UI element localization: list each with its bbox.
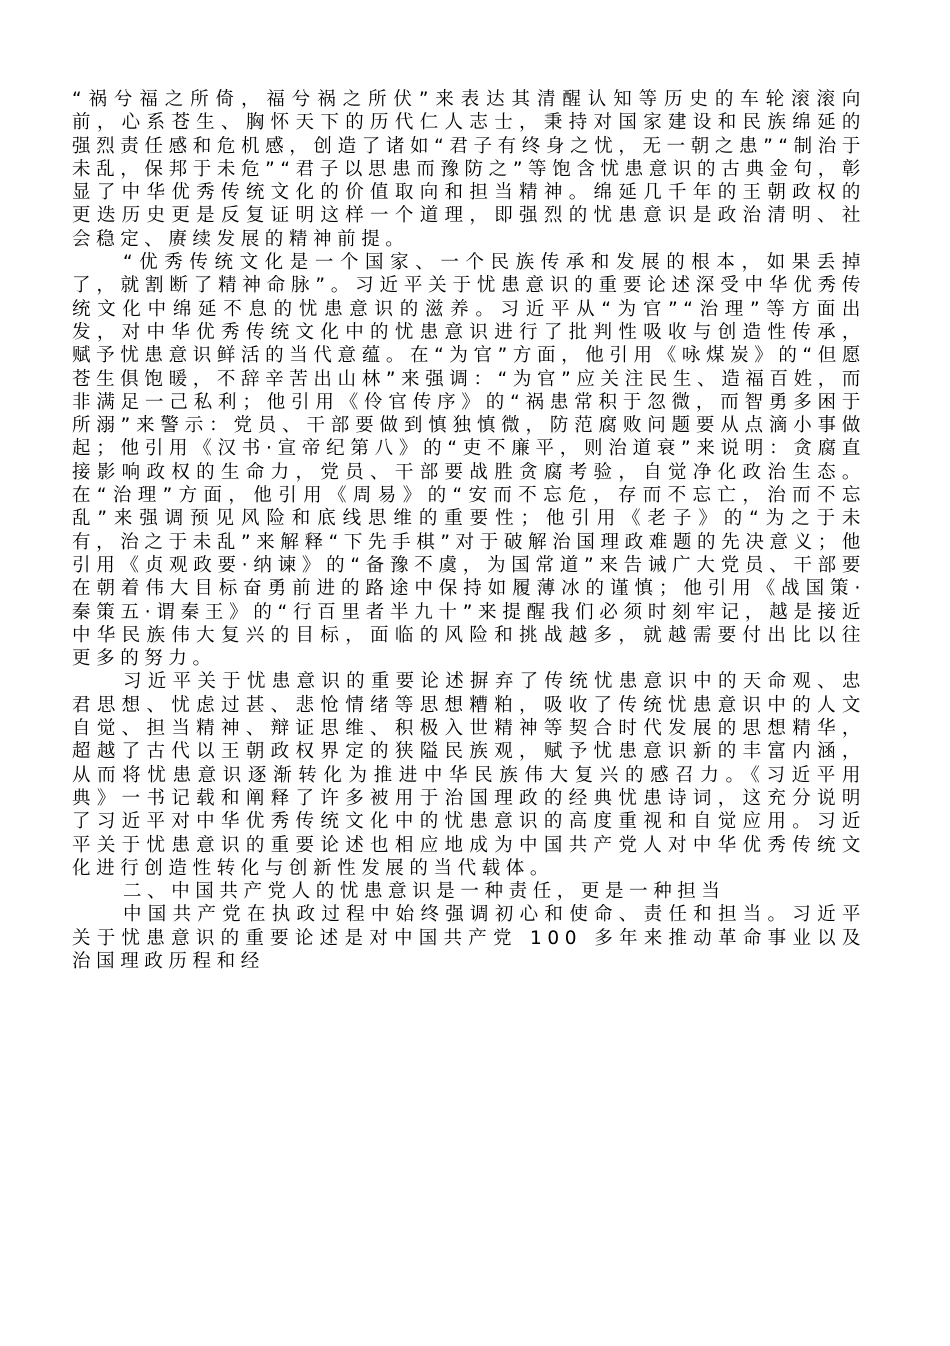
paragraph-4: 中国共产党在执政过程中始终强调初心和使命、责任和担当。习近平关于忧患意识的重要论述是对中国共产党 100 多年来推动革命事业以及治国理政历程和经 — [72, 904, 866, 972]
document-page — [72, 88, 866, 973]
paragraph-2: “优秀传统文化是一个国家、一个民族传承和发展的根本，如果丢掉了，就割断了精神命脉”。习近平关于忧患意识的重要论述深受中华优秀传统文化中绵延不息的忧患意识的滋养。习近平从“为官”“治理”等方面出发，对中华优秀传统文化中的忧患意识进行了批判性吸收与创造性传承，赋予忧患意识鲜活的当代意蕴。在“为官”方面，他引用《咏煤炭》的“但愿苍生俱饱暖，不辞辛苦出山林”来强调：“为官”应关注民生、造福百姓，而非满足一己私利；他引用《伶官传序》的“祸患常积于忽微，而智勇多困于所溺”来警示：党员、干部要做到慎独慎微，防范腐败问题要从点滴小事做起；他引用《汉书·宣帝纪第八》的“吏不廉平，则治道衰”来说明：贪腐直接影响政权的生命力，党员、干部要战胜贪腐考验，自觉净化政治生态。在“治理”方面，他引用《周易》的“安而不忘危，存而不忘亡，治而不忘乱”来强调预见风险和底线思维的重要性；他引用《老子》的“为之于未有，治之于未乱”来解释“下先手棋”对于破解治国理政难题的先决意义；他引用《贞观政要·纳谏》的“备豫不虞，为国常道”来告诫广大党员、干部要在朝着伟大目标奋勇前进的路途中保持如履薄冰的谨慎；他引用《战国策·秦策五·谓秦王》的“行百里者半九十”来提醒我们必须时刻牢记，越是接近中华民族伟大复兴的目标，面临的风险和挑战越多，就越需要付出比以往更多的努力。 — [72, 252, 866, 670]
section-heading: 二、中国共产党人的忧患意识是一种责任，更是一种担当 — [123, 881, 726, 903]
paragraph-1: “祸兮福之所倚，福兮祸之所伏”来表达其清醒认知等历史的车轮滚滚向前，心系苍生、胸怀天下的历代仁人志士，秉持对国家建设和民族绵延的强烈责任感和危机感，创造了诸如“君子有终身之忧，无一朝之患”“制治于未乱，保邦于未危”“君子以思患而豫防之”等饱含忧患意识的古典金句，彰显了中华优秀传统文化的价值取向和担当精神。绵延几千年的王朝政权的更迭历史更是反复证明这样一个道理，即强烈的忧患意识是政治清明、社会稳定、赓续发展的精神前提。 — [72, 89, 866, 250]
paragraph-3: 习近平关于忧患意识的重要论述摒弃了传统忧患意识中的天命观、忠君思想、忧虑过甚、悲怆情绪等思想糟粕，吸收了传统忧患意识中的人文自觉、担当精神、辩证思维、积极入世精神等契合时代发展的思想精华，超越了古代以王朝政权界定的狭隘民族观，赋予忧患意识新的丰富内涵，从而将忧患意识逐渐转化为推进中华民族伟大复兴的感召力。《习近平用典》一书记载和阐释了许多被用于治国理政的经典忧患诗词，这充分说明了习近平对中华优秀传统文化中的忧患意识的高度重视和自觉应用。习近平关于忧患意识的重要论述也相应地成为中国共产党人对中华优秀传统文化进行创造性转化与创新性发展的当代载体。 — [72, 671, 866, 879]
